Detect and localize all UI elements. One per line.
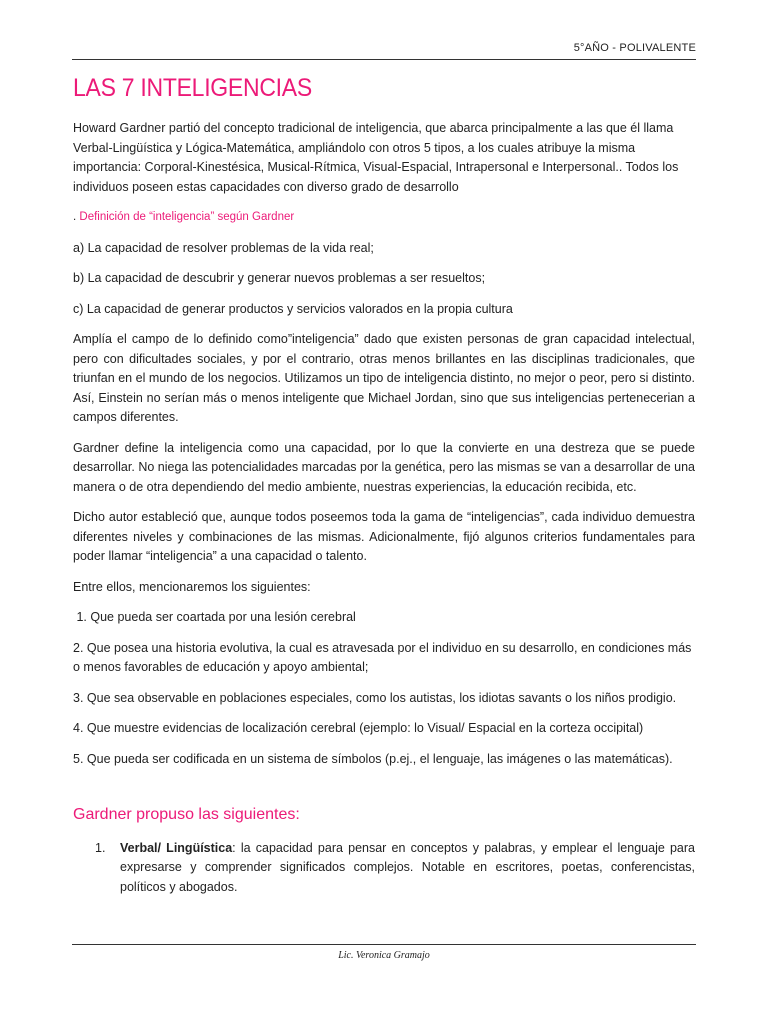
header-rule xyxy=(72,59,696,60)
criterion-4: 4. Que muestre evidencias de localización cerebral (ejemplo: lo Visual/ Espacial en la corteza occipital) xyxy=(73,721,644,735)
paragraph-definition: Gardner define la inteligencia como una capacidad, por lo que la convierte en una destreza que se puede desarrollar. No niega las potencialidades marcadas por la genética, pero las mismas se van a desarrollar de una manera o de otra dependiendo del medio ambiente, nuestras experiencias, la educación recibida, etc. xyxy=(73,440,695,494)
intro-paragraph: Howard Gardner partió del concepto tradicional de inteligencia, que abarca principalmente a las que él llama Verbal-Lingüística y Lógica-Matemática, ampliándolo con otros 5 tipos, a los cuales atribuye la misma importancia: Corporal-Kinestésica, Musical-Rítmica, Visual-Espacial, Intrapersonal e Interpersonal.. Todos los individuos poseen estas capacidades con diverso grado de desarrollo xyxy=(73,121,679,194)
intelligence-item-number: 1. xyxy=(95,840,106,855)
intelligence-item-body xyxy=(120,839,695,898)
section-heading: Gardner propuso las siguientes: xyxy=(73,806,300,823)
paragraph-scope: Amplía el campo de lo definido como”inteligencia” dado que existen personas de gran capacidad intelectual, pero con dificultades sociales, y por el contrario, otras menos brillantes en las disciplinas tradicionales, que triunfan en el mundo de los negocios. Utilizamos un tipo de inteligencia distinto, no mejor o peor, pero si distinto. Así, Einstein no serían más o menos inteligente que Michael Jordan, sino que sus inteligencias pertenecerian a campos diferentes. xyxy=(73,332,695,424)
paragraph-criteria-intro: Dicho autor estableció que, aunque todos poseemos toda la gama de “inteligencias”, cada individuo demuestra diferentes niveles y combinaciones de las mismas. Adicionalmente, fijó algunos criterios fundamentales para poder llamar “inteligencia” a una capacidad o talento. xyxy=(73,510,695,563)
definition-heading xyxy=(73,208,695,228)
intelligence-item-1 xyxy=(73,839,695,898)
definition-item-b: b) La capacidad de descubrir y generar nuevos problemas a ser resueltos; xyxy=(73,271,486,285)
definition-item-c: c) La capacidad de generar productos y servicios valorados en la propia cultura xyxy=(73,301,513,316)
page-title: LAS 7 INTELIGENCIAS xyxy=(73,74,312,102)
definition-item-a: a) La capacidad de resolver problemas de la vida real; xyxy=(73,240,374,255)
criterion-5: 5. Que pueda ser codificada en un sistema de símbolos (p.ej., el lenguaje, las imágenes o las matemáticas). xyxy=(73,751,673,766)
criterion-2: 2. Que posea una historia evolutiva, la cual es atravesada por el individuo en su desarrollo, en condiciones más o menos favorables de educación y apoyo ambiental; xyxy=(73,640,692,674)
footer-rule xyxy=(72,944,696,945)
definition-heading-text: Definición de “inteligencia” según Gardner xyxy=(79,211,295,223)
criterion-3: 3. Que sea observable en poblaciones especiales, como los autistas, los idiotas savants o los niños prodigio. xyxy=(73,690,677,705)
document-body xyxy=(73,119,695,897)
intelligence-item-term: Verbal/ Lingüística xyxy=(120,840,233,855)
paragraph-list-intro: Entre ellos, mencionaremos los siguientes: xyxy=(73,579,311,594)
header-course-label: 5°AÑO - POLIVALENTE xyxy=(573,42,696,54)
intelligence-item-text: : la capacidad para pensar en conceptos y palabras, y emplear el lenguaje para expresarse y comprender significados complejos. Notable en escritores, poetas, conferencistas, políticos y abogados. xyxy=(120,840,696,894)
definition-prefix: . xyxy=(73,211,77,223)
criterion-1: 1. Que pueda ser coartada por una lesión cerebral xyxy=(73,610,356,624)
footer-author: Lic. Veronica Gramajo xyxy=(338,950,430,961)
